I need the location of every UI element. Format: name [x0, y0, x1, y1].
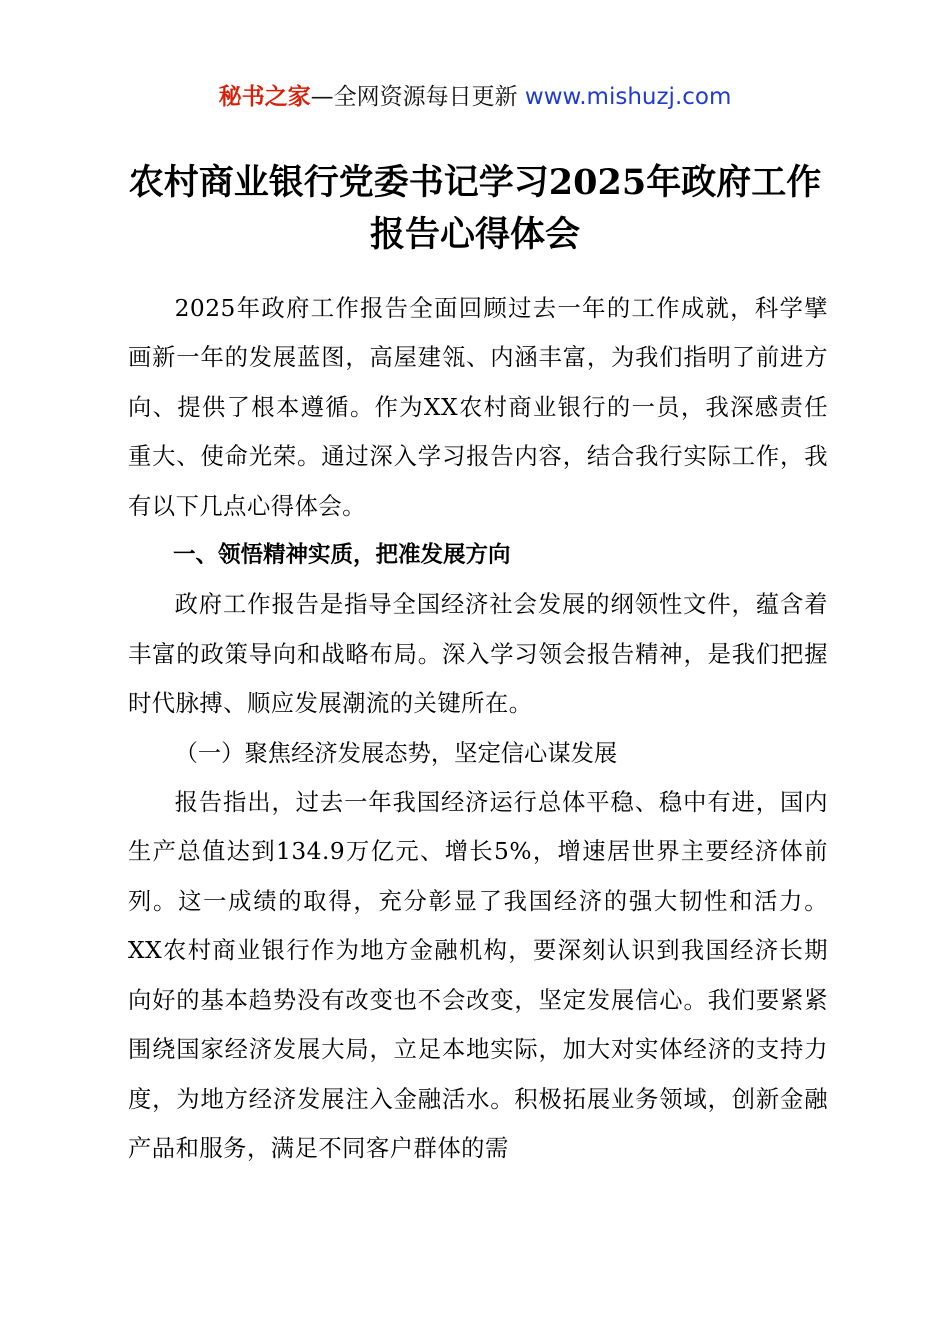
site-header — [0, 80, 950, 114]
header-tagline: —全网资源每日更新 — [310, 84, 518, 110]
site-url-link[interactable]: www.mishuzj.com — [524, 84, 732, 110]
section-heading-1: 一、领悟精神实质，把准发展方向 — [173, 542, 511, 569]
section-1-paragraph: 政府工作报告是指导全国经济社会发展的纲领性文件，蕴含着丰富的政策导向和战略布局。深入学习领会报告精神，是我们把握时代脉搏、顺应发展潮流的关键所在。 — [128, 591, 828, 718]
title-line-2: 报告心得体会 — [369, 214, 580, 255]
intro-paragraph: 2025年政府工作报告全面回顾过去一年的工作成就，科学擘画新一年的发展蓝图，高屋建瓴、内涵丰富，为我们指明了前进方向、提供了根本遵循。作为XX农村商业银行的一员，我深感责任重大、使命光荣。通过深入学习报告内容，结合我行实际工作，我有以下几点心得体会。 — [128, 295, 828, 520]
subsection-1-paragraph: 报告指出，过去一年我国经济运行总体平稳、稳中有进，国内生产总值达到134.9万亿元、增长5%，增速居世界主要经济体前列。这一成绩的取得，充分彰显了我国经济的强大韧性和活力。XX农村商业银行作为地方金融机构，要深刻认识到我国经济长期向好的基本趋势没有改变也不会改变，坚定发展信心。我们要紧紧围绕国家经济发展大局，立足本地实际，加大对实体经济的支持力度，为地方经济发展注入金融活水。积极拓展业务领域，创新金融产品和服务，满足不同客户群体的需 — [128, 789, 828, 1162]
title-line-1: 农村商业银行党委书记学习2025年政府工作 — [128, 162, 822, 203]
document-body — [128, 284, 828, 1173]
brand-name: 秘书之家 — [218, 84, 311, 110]
subsection-heading-1: （一）聚焦经济发展态势，坚定信心谋发展 — [174, 739, 618, 767]
document-title — [110, 157, 840, 261]
